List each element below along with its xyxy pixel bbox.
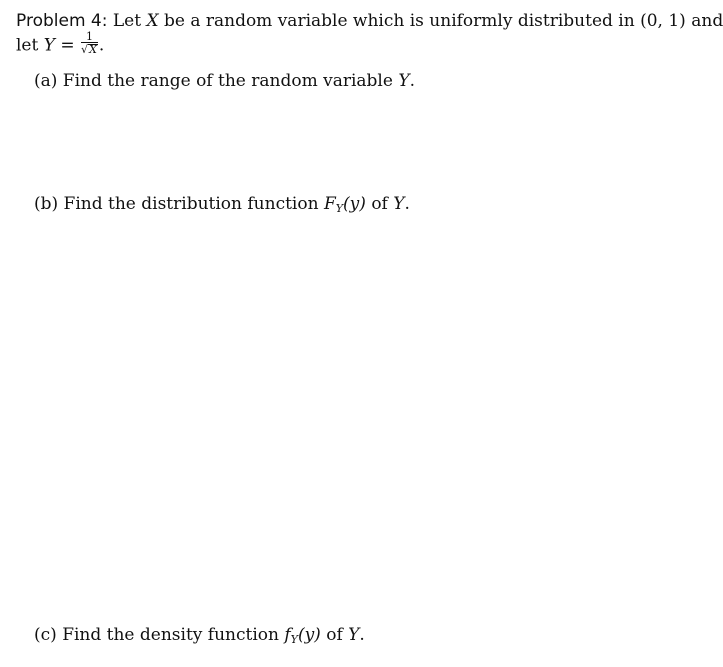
problem-statement-line1	[16, 11, 723, 31]
interval: (0, 1)	[640, 11, 686, 31]
part-b-argument: (y)	[343, 194, 366, 214]
part-c	[34, 625, 365, 650]
part-c-variable: Y	[348, 625, 360, 645]
part-c-period: .	[359, 625, 365, 645]
part-a-text: (a) Find the range of the random variable	[34, 71, 393, 91]
fraction-one-over-sqrt-x	[81, 31, 98, 55]
intro-let: Let	[112, 11, 142, 31]
statement-period: .	[98, 35, 105, 56]
part-b-of: of	[371, 194, 388, 214]
part-b	[34, 194, 410, 219]
part-c-argument: (y)	[297, 625, 321, 645]
part-b-variable: Y	[393, 194, 405, 214]
problem-statement-line2	[16, 30, 105, 58]
part-a-variable: Y	[398, 71, 410, 91]
part-b-text: (b) Find the distribution function	[34, 194, 319, 214]
sqrt-symbol: √	[81, 43, 89, 56]
part-a-period: .	[409, 71, 415, 91]
variable-y: Y	[43, 35, 55, 56]
let-word: let	[16, 35, 39, 56]
fraction-denominator	[81, 43, 98, 55]
part-c-of: of	[326, 625, 343, 645]
part-c-subscript: Y	[290, 633, 298, 646]
part-a	[34, 71, 415, 91]
part-c-text: (c) Find the density function	[34, 625, 279, 645]
intro-and: and	[691, 11, 723, 31]
part-b-subscript: Y	[335, 202, 344, 215]
problem-label: Problem 4:	[16, 11, 108, 31]
variable-x: X	[146, 11, 159, 31]
part-b-function: F	[323, 194, 336, 214]
fraction-numerator: 1	[81, 31, 98, 43]
intro-text: be a random variable which is uniformly distributed in	[163, 11, 635, 31]
sqrt-argument: X	[89, 43, 97, 56]
part-c-function: f	[284, 625, 291, 645]
equals-sign: =	[60, 35, 75, 56]
part-b-period: .	[404, 194, 410, 214]
